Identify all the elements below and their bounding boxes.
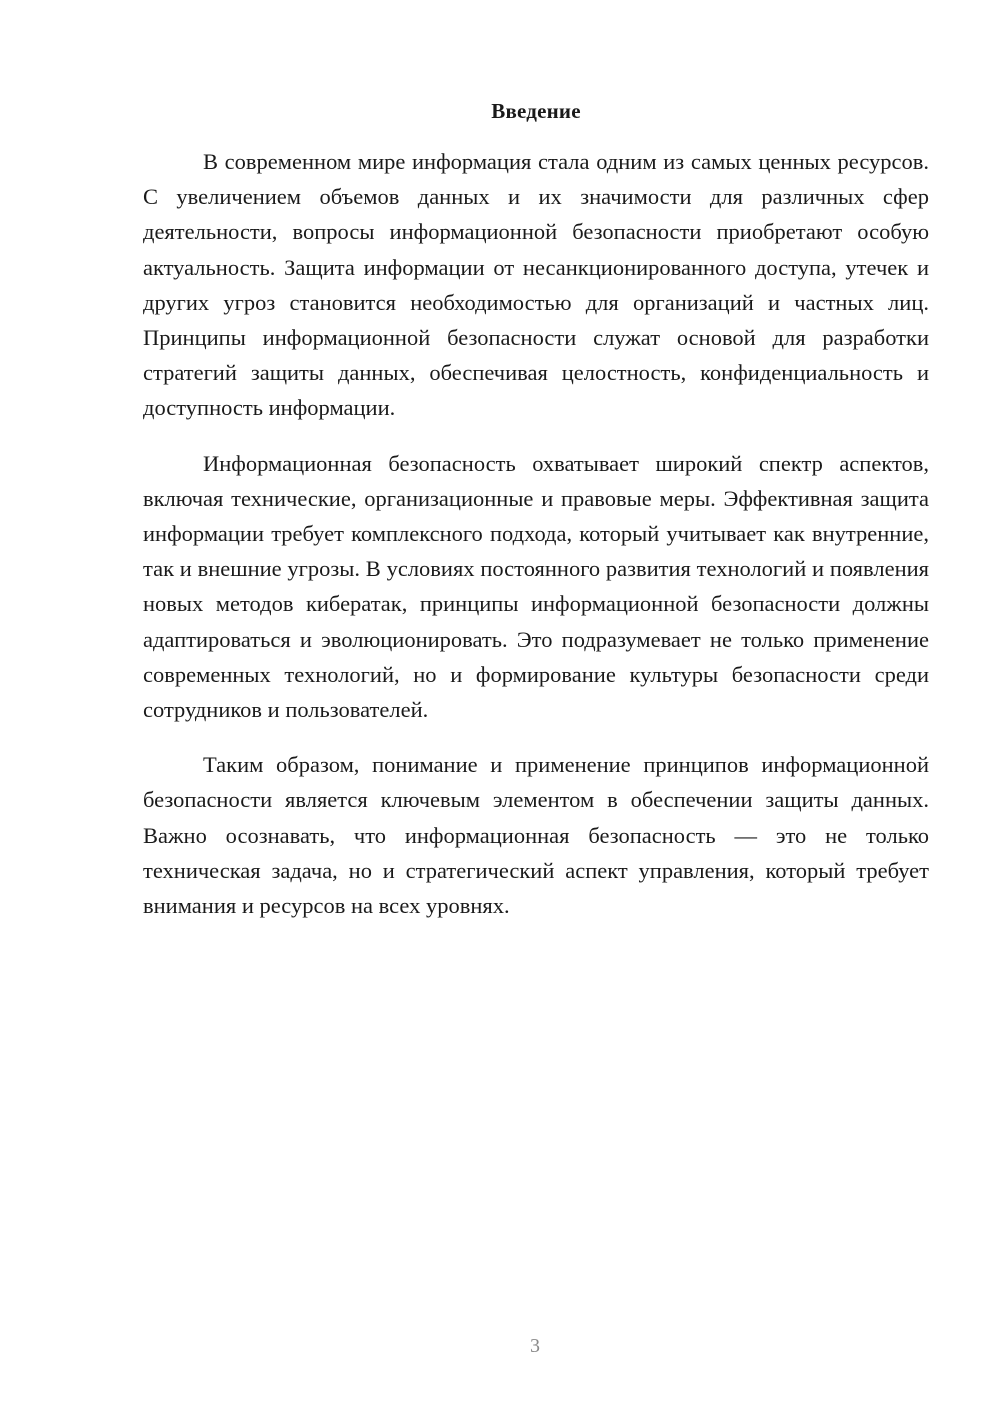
page-content (143, 94, 929, 943)
page-number: 3 (530, 1335, 540, 1357)
paragraph-1: В современном мире информация стала одним из самых ценных ресурсов. С увеличением объемов данных и их значимости для различных сфер деятельности, вопросы информационной безопасности приобретают особую актуальность. Защита информации от несанкционированного доступа, утечек и других угроз становится необходимостью для организаций и частных лиц. Принципы информационной безопасности служат основой для разработки стратегий защиты данных, обеспечивая целостность, конфиденциальность и доступность информации. (143, 149, 929, 421)
section-title: Введение (491, 99, 581, 123)
paragraph-2: Информационная безопасность охватывает широкий спектр аспектов, включая технические, организационные и правовые меры. Эффективная защита информации требует комплексного подхода, который учитывает как внутренние, так и внешние угрозы. В условиях постоянного развития технологий и появления новых методов кибератак, принципы информационной безопасности должны адаптироваться и эволюционировать. Это подразумевает не только применение современных технологий, но и формирование культуры безопасности среди сотрудников и пользователей. (143, 450, 929, 723)
paragraph-3: Таким образом, понимание и применение принципов информационной безопасности является ключевым элементом в обеспечении защиты данных. Важно осознавать, что информационная безопасность — это не только техническая задача, но и стратегический аспект управления, который требует внимания и ресурсов на всех уровнях. (143, 752, 929, 919)
